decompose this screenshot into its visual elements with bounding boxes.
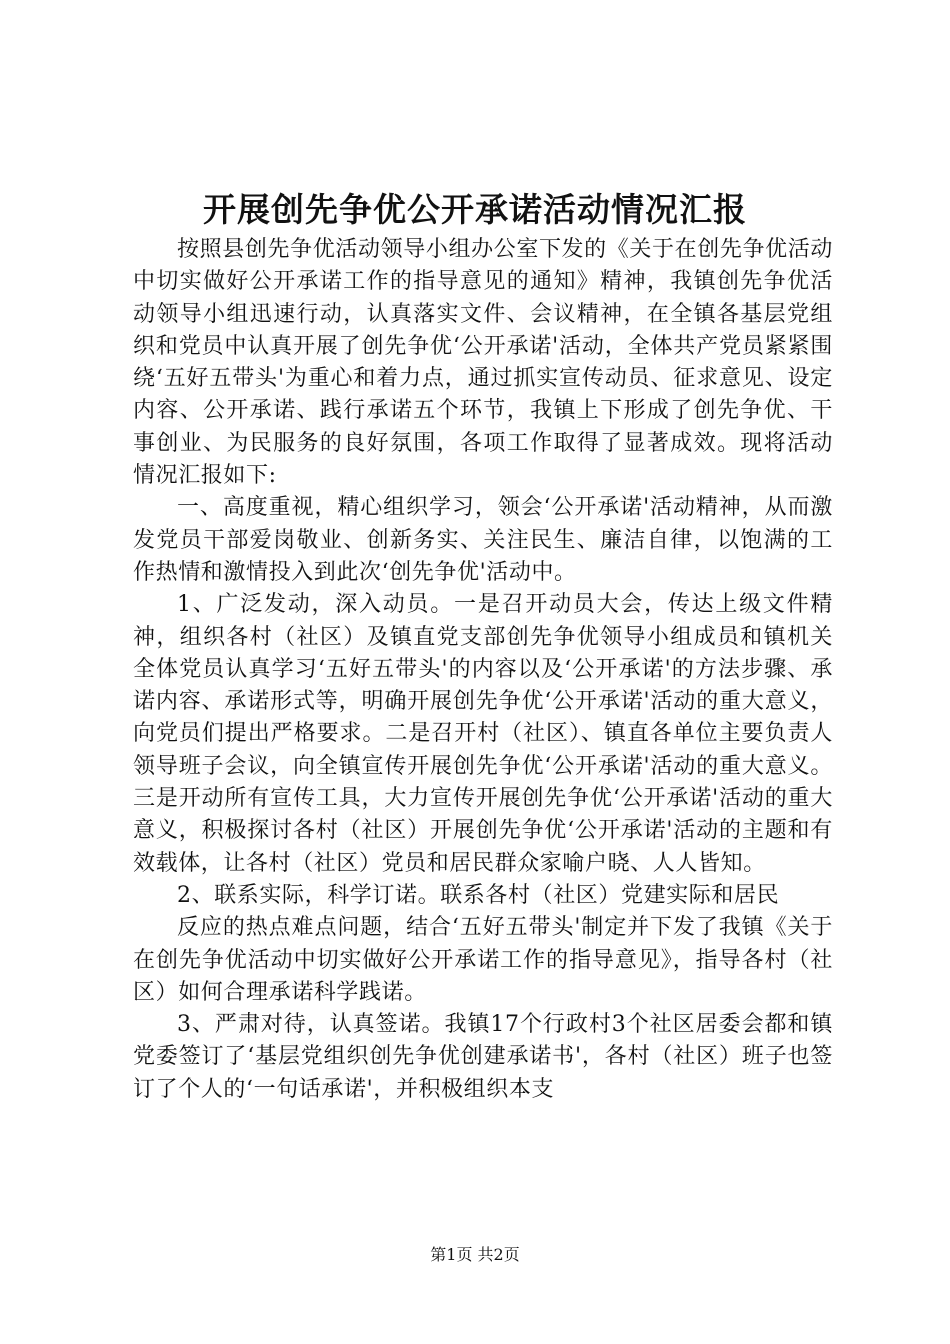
paragraph-intro: 按照县创先争优活动领导小组办公室下发的《关于在创先争优活动中切实做好公开承诺工作的指导意见的通知》精神，我镇创先争优活动领导小组迅速行动，认真落实文件、会议精神，在全镇各基层党组织和党员中认真开展了创先争优‘公开承诺'活动，全体共产党员紧紧围绕‘五好五带头'为重心和着力点，通过抓实宣传动员、征求意见、设定内容、公开承诺、践行承诺五个环节，我镇上下形成了创先争优、干事创业、为民服务的良好氛围，各项工作取得了显著成效。现将活动情况汇报如下: — [133, 237, 833, 489]
document-body — [133, 234, 833, 1106]
document-title: 开展创先争优公开承诺活动情况汇报 — [203, 190, 747, 229]
paragraph-item-1: 1、广泛发动，深入动员。一是召开动员大会，传达上级文件精神，组织各村（社区）及镇直党支部创先争优领导小组成员和镇机关全体党员认真学习‘五好五带头'的内容以及‘公开承诺'的方法步骤、承诺内容、承诺形式等，明确开展创先争优‘公开承诺'活动的重大意义，向党员们提出严格要求。二是召开村（社区）、镇直各单位主要负责人领导班子会议，向全镇宣传开展创先争优‘公开承诺'活动的重大意义。三是开动所有宣传工具，大力宣传开展创先争优‘公开承诺'活动的重大意义，积极探讨各村（社区）开展创先争优‘公开承诺'活动的主题和有效载体，让各村（社区）党员和居民群众家喻户晓、人人皆知。 — [133, 592, 833, 876]
paragraph-section-1: 一、高度重视，精心组织学习，领会‘公开承诺'活动精神，从而激发党员干部爱岗敬业、创新务实、关注民生、廉洁自律，以饱满的工作热情和激情投入到此次‘创先争优'活动中。 — [133, 495, 833, 585]
paragraph-item-2: 2、联系实际，科学订诺。联系各村（社区）党建实际和居民 — [177, 882, 780, 908]
paragraph-item-3: 3、严肃对待，认真签诺。我镇17个行政村3个社区居委会都和镇党委签订了‘基层党组织创先争优创建承诺书'，各村（社区）班子也签订了个人的‘一句话承诺'，并积极组织本支 — [133, 1012, 833, 1102]
page-number-footer: 第1页 共2页 — [430, 1245, 520, 1264]
paragraph-item-2-continued: 反应的热点难点问题，结合‘五好五带头'制定并下发了我镇《关于在创先争优活动中切实做好公开承诺工作的指导意见》，指导各村（社区）如何合理承诺科学践诺。 — [133, 915, 833, 1005]
